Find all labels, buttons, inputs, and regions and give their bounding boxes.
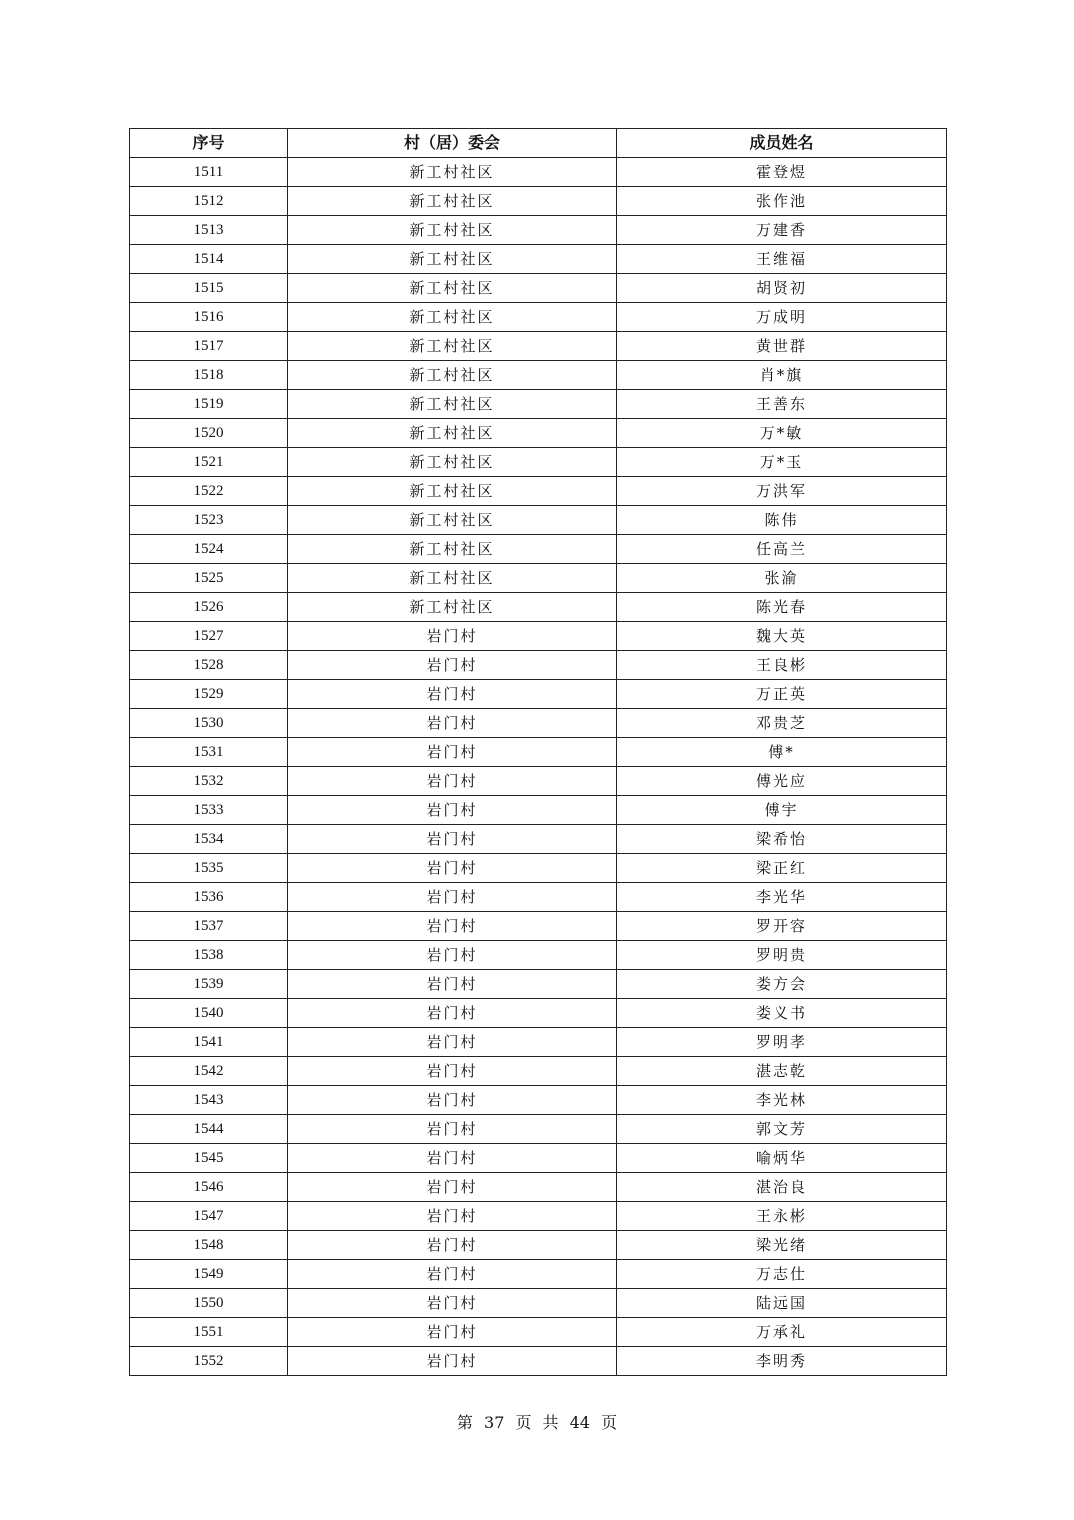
row-member-name: 傅宇: [617, 796, 947, 825]
table-row: [130, 854, 947, 883]
row-seq-number: 1524: [130, 535, 288, 564]
row-village-committee: 岩门村: [288, 680, 617, 709]
row-village-committee: 新工村社区: [288, 564, 617, 593]
row-seq-number: 1531: [130, 738, 288, 767]
row-seq-number: 1529: [130, 680, 288, 709]
table-row: [130, 216, 947, 245]
header-village-committee: 村（居）委会: [288, 129, 617, 158]
row-village-committee: 岩门村: [288, 1289, 617, 1318]
row-seq-number: 1530: [130, 709, 288, 738]
row-seq-number: 1519: [130, 390, 288, 419]
row-village-committee: 新工村社区: [288, 245, 617, 274]
row-member-name: 傅*: [617, 738, 947, 767]
row-seq-number: 1543: [130, 1086, 288, 1115]
row-member-name: 张作池: [617, 187, 947, 216]
row-seq-number: 1528: [130, 651, 288, 680]
row-village-committee: 新工村社区: [288, 216, 617, 245]
row-seq-number: 1523: [130, 506, 288, 535]
row-village-committee: 岩门村: [288, 941, 617, 970]
row-seq-number: 1542: [130, 1057, 288, 1086]
table-row: [130, 941, 947, 970]
row-member-name: 王维福: [617, 245, 947, 274]
row-village-committee: 岩门村: [288, 1115, 617, 1144]
row-seq-number: 1541: [130, 1028, 288, 1057]
row-village-committee: 岩门村: [288, 622, 617, 651]
table-row: [130, 912, 947, 941]
row-seq-number: 1533: [130, 796, 288, 825]
row-seq-number: 1540: [130, 999, 288, 1028]
row-member-name: 邓贵芝: [617, 709, 947, 738]
row-seq-number: 1548: [130, 1231, 288, 1260]
table-body: [130, 158, 947, 1376]
row-seq-number: 1525: [130, 564, 288, 593]
row-village-committee: 新工村社区: [288, 390, 617, 419]
row-village-committee: 岩门村: [288, 970, 617, 999]
table-row: [130, 274, 947, 303]
row-village-committee: 新工村社区: [288, 506, 617, 535]
table-row: [130, 1057, 947, 1086]
row-member-name: 梁光绪: [617, 1231, 947, 1260]
table-row: [130, 419, 947, 448]
row-seq-number: 1536: [130, 883, 288, 912]
row-member-name: 任高兰: [617, 535, 947, 564]
table-row: [130, 999, 947, 1028]
row-member-name: 万承礼: [617, 1318, 947, 1347]
row-seq-number: 1539: [130, 970, 288, 999]
table-row: [130, 1144, 947, 1173]
row-member-name: 喻炳华: [617, 1144, 947, 1173]
row-seq-number: 1521: [130, 448, 288, 477]
row-village-committee: 新工村社区: [288, 419, 617, 448]
row-member-name: 魏大英: [617, 622, 947, 651]
table-row: [130, 535, 947, 564]
row-seq-number: 1544: [130, 1115, 288, 1144]
table-row: [130, 1086, 947, 1115]
row-member-name: 陈光春: [617, 593, 947, 622]
row-member-name: 万建香: [617, 216, 947, 245]
table-row: [130, 680, 947, 709]
page-footer: 第 37 页 共 44 页: [456, 1413, 618, 1432]
table-row: [130, 1347, 947, 1376]
row-member-name: 李明秀: [617, 1347, 947, 1376]
row-member-name: 万*敏: [617, 419, 947, 448]
row-village-committee: 岩门村: [288, 999, 617, 1028]
row-village-committee: 岩门村: [288, 1260, 617, 1289]
table-row: [130, 303, 947, 332]
row-village-committee: 岩门村: [288, 1202, 617, 1231]
row-seq-number: 1520: [130, 419, 288, 448]
row-village-committee: 岩门村: [288, 1057, 617, 1086]
row-seq-number: 1551: [130, 1318, 288, 1347]
row-village-committee: 岩门村: [288, 1173, 617, 1202]
row-member-name: 李光华: [617, 883, 947, 912]
table-row: [130, 970, 947, 999]
row-seq-number: 1512: [130, 187, 288, 216]
row-member-name: 王永彬: [617, 1202, 947, 1231]
row-member-name: 罗明孝: [617, 1028, 947, 1057]
table-row: [130, 593, 947, 622]
row-village-committee: 岩门村: [288, 1347, 617, 1376]
row-village-committee: 岩门村: [288, 825, 617, 854]
row-member-name: 王善东: [617, 390, 947, 419]
row-village-committee: 岩门村: [288, 1144, 617, 1173]
table-row: [130, 1289, 947, 1318]
row-member-name: 李光林: [617, 1086, 947, 1115]
row-village-committee: 新工村社区: [288, 332, 617, 361]
row-seq-number: 1514: [130, 245, 288, 274]
row-village-committee: 岩门村: [288, 912, 617, 941]
row-seq-number: 1518: [130, 361, 288, 390]
row-member-name: 湛治良: [617, 1173, 947, 1202]
row-seq-number: 1534: [130, 825, 288, 854]
table-row: [130, 448, 947, 477]
table-row: [130, 245, 947, 274]
row-member-name: 陈伟: [617, 506, 947, 535]
table-row: [130, 564, 947, 593]
row-village-committee: 新工村社区: [288, 274, 617, 303]
table-row: [130, 738, 947, 767]
row-member-name: 梁希怡: [617, 825, 947, 854]
row-member-name: 黄世群: [617, 332, 947, 361]
row-seq-number: 1515: [130, 274, 288, 303]
row-village-committee: 岩门村: [288, 883, 617, 912]
table-row: [130, 883, 947, 912]
row-village-committee: 新工村社区: [288, 187, 617, 216]
row-member-name: 陆远国: [617, 1289, 947, 1318]
row-village-committee: 岩门村: [288, 796, 617, 825]
row-member-name: 梁正红: [617, 854, 947, 883]
row-seq-number: 1513: [130, 216, 288, 245]
table-row: [130, 796, 947, 825]
row-member-name: 万洪军: [617, 477, 947, 506]
table-row: [130, 506, 947, 535]
row-village-committee: 岩门村: [288, 767, 617, 796]
table-row: [130, 767, 947, 796]
table-row: [130, 361, 947, 390]
row-village-committee: 岩门村: [288, 1086, 617, 1115]
table-row: [130, 709, 947, 738]
row-seq-number: 1511: [130, 158, 288, 187]
row-village-committee: 新工村社区: [288, 303, 617, 332]
row-village-committee: 岩门村: [288, 1318, 617, 1347]
row-village-committee: 岩门村: [288, 854, 617, 883]
table-row: [130, 1318, 947, 1347]
row-village-committee: 岩门村: [288, 651, 617, 680]
row-village-committee: 新工村社区: [288, 361, 617, 390]
row-village-committee: 新工村社区: [288, 477, 617, 506]
row-seq-number: 1547: [130, 1202, 288, 1231]
header-member-name: 成员姓名: [617, 129, 947, 158]
row-member-name: 娄义书: [617, 999, 947, 1028]
row-seq-number: 1538: [130, 941, 288, 970]
row-village-committee: 新工村社区: [288, 535, 617, 564]
row-seq-number: 1549: [130, 1260, 288, 1289]
row-member-name: 肖*旗: [617, 361, 947, 390]
row-member-name: 万成明: [617, 303, 947, 332]
row-member-name: 湛志乾: [617, 1057, 947, 1086]
row-member-name: 郭文芳: [617, 1115, 947, 1144]
table-row: [130, 1173, 947, 1202]
row-seq-number: 1545: [130, 1144, 288, 1173]
row-member-name: 胡贤初: [617, 274, 947, 303]
row-seq-number: 1546: [130, 1173, 288, 1202]
table-row: [130, 825, 947, 854]
row-member-name: 张渝: [617, 564, 947, 593]
row-member-name: 万*玉: [617, 448, 947, 477]
row-member-name: 娄方会: [617, 970, 947, 999]
row-seq-number: 1532: [130, 767, 288, 796]
member-roster-table: [129, 128, 947, 1376]
row-member-name: 万志仕: [617, 1260, 947, 1289]
row-village-committee: 新工村社区: [288, 593, 617, 622]
table-row: [130, 1260, 947, 1289]
row-seq-number: 1516: [130, 303, 288, 332]
table-row: [130, 651, 947, 680]
row-village-committee: 岩门村: [288, 738, 617, 767]
row-member-name: 罗明贵: [617, 941, 947, 970]
table-row: [130, 332, 947, 361]
row-village-committee: 新工村社区: [288, 448, 617, 477]
table-header-row: [130, 129, 947, 158]
table-row: [130, 187, 947, 216]
table-row: [130, 1028, 947, 1057]
row-member-name: 王良彬: [617, 651, 947, 680]
header-seq: 序号: [130, 129, 288, 158]
row-seq-number: 1527: [130, 622, 288, 651]
table-row: [130, 477, 947, 506]
row-member-name: 傅光应: [617, 767, 947, 796]
table-row: [130, 1202, 947, 1231]
row-member-name: 霍登煜: [617, 158, 947, 187]
row-village-committee: 岩门村: [288, 1028, 617, 1057]
row-village-committee: 岩门村: [288, 709, 617, 738]
row-seq-number: 1517: [130, 332, 288, 361]
table-row: [130, 1231, 947, 1260]
table-row: [130, 158, 947, 187]
row-member-name: 万正英: [617, 680, 947, 709]
row-seq-number: 1552: [130, 1347, 288, 1376]
row-seq-number: 1535: [130, 854, 288, 883]
row-village-committee: 新工村社区: [288, 158, 617, 187]
table-row: [130, 390, 947, 419]
row-seq-number: 1537: [130, 912, 288, 941]
row-seq-number: 1522: [130, 477, 288, 506]
row-seq-number: 1550: [130, 1289, 288, 1318]
table-row: [130, 1115, 947, 1144]
row-seq-number: 1526: [130, 593, 288, 622]
row-member-name: 罗开容: [617, 912, 947, 941]
row-village-committee: 岩门村: [288, 1231, 617, 1260]
table-row: [130, 622, 947, 651]
